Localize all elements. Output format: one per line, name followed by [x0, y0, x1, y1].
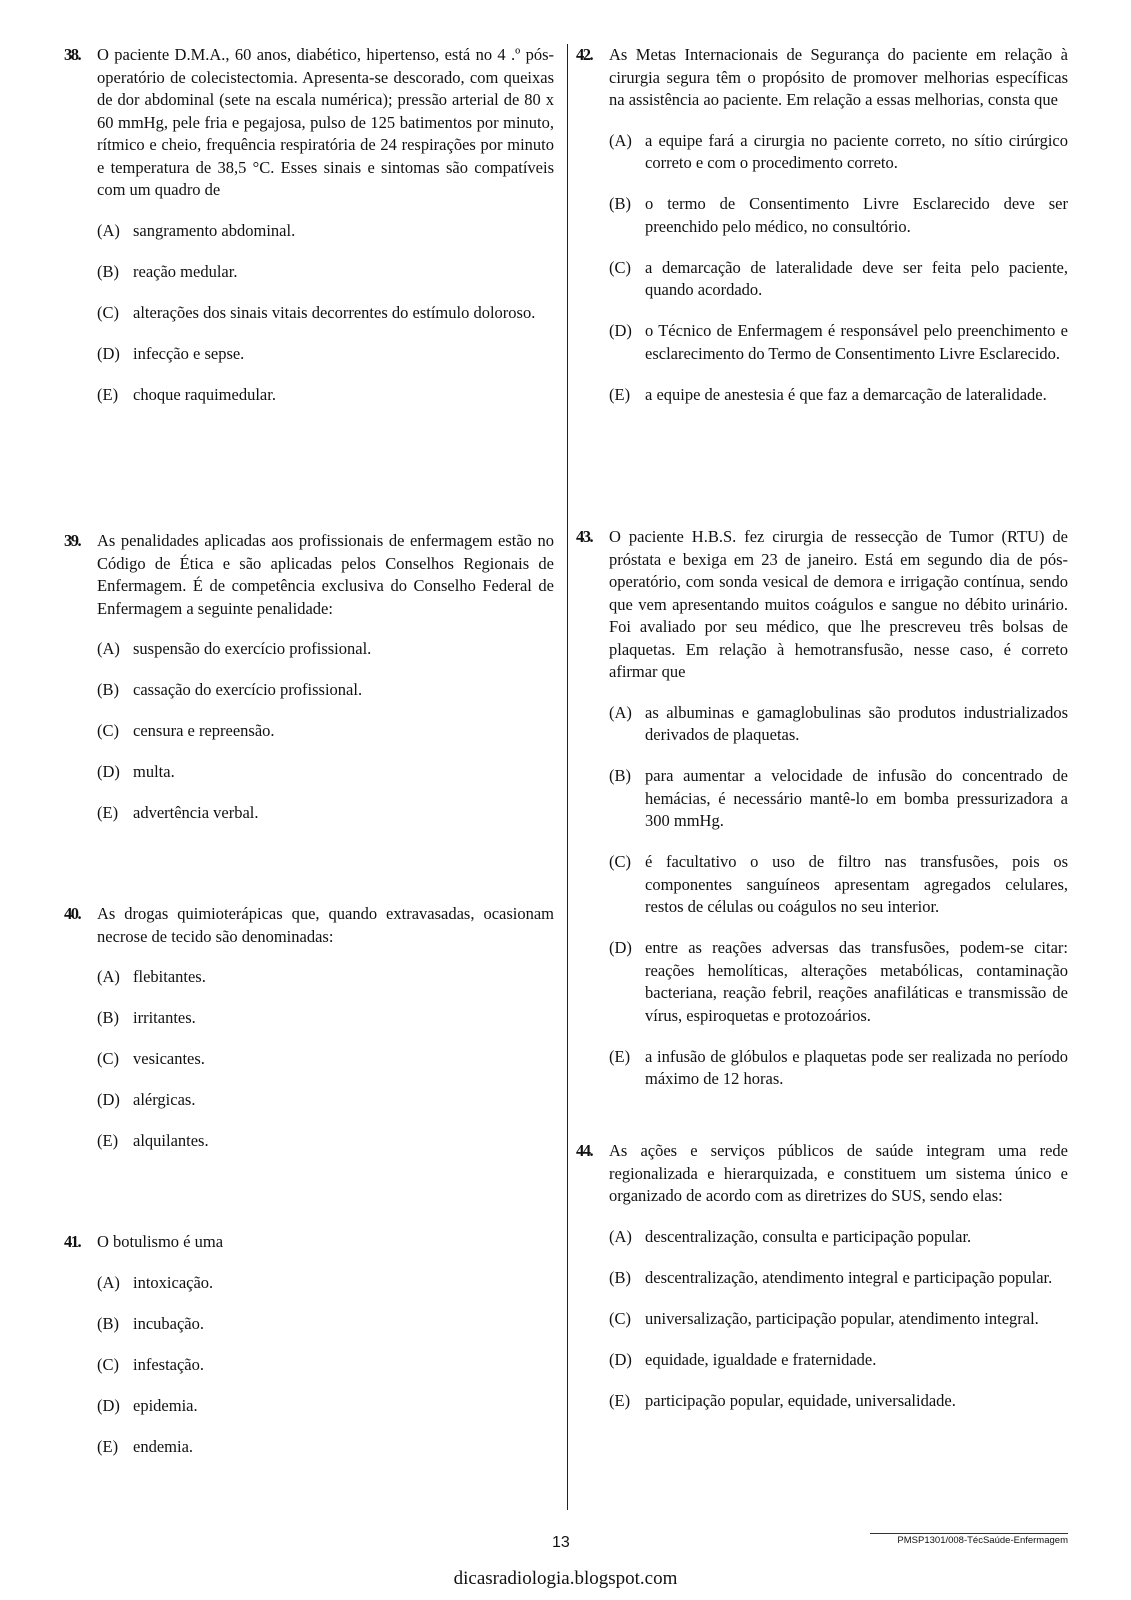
option-letter: (D): [97, 343, 120, 363]
option-text: endemia.: [133, 1436, 194, 1456]
option-e[interactable]: [609, 1390, 1068, 1413]
option-e[interactable]: [97, 384, 554, 407]
question-number: 38.: [64, 45, 81, 64]
option-letter: (B): [609, 766, 631, 785]
question-42: [576, 44, 1068, 425]
option-b[interactable]: [609, 765, 1068, 833]
option-d[interactable]: [609, 320, 1068, 365]
option-letter: (C): [97, 1354, 119, 1374]
option-letter: (A): [609, 130, 632, 150]
option-a[interactable]: [97, 220, 554, 243]
option-text: alérgicas.: [133, 1090, 196, 1109]
option-letter: (C): [609, 257, 631, 277]
exam-code: PMSP1301/008-TécSaúde-Enfermagem: [870, 1533, 1068, 1546]
option-b[interactable]: [97, 1007, 554, 1030]
question-44: [576, 1140, 1068, 1431]
option-letter: (C): [97, 302, 119, 322]
question-stem: As penalidades aplicadas aos profissionais de enfermagem estão no Código de Ética e são aplicadas pelos Conselhos Regionais de Enfermagem. É de competência exclusiva do Conselho Federal de Enfermagem a seguinte penalidade:: [97, 531, 554, 618]
option-text: intoxicação.: [133, 1272, 214, 1292]
option-letter: (E): [97, 1131, 119, 1150]
question-stem: O paciente D.M.A., 60 anos, diabético, hipertenso, está no 4 .º pós-operatório de colecistectomia. Apresenta-se descorado, com queixas de dor abdominal (sete na escala numérica); pressão arterial de 80 x 60 mmHg, pele fria e pegajosa, pulso de 125 batimentos por minuto, rítmico e cheio, frequência respiratória de 24 respirações por minuto e temperatura de 38,5 °C. Esses sinais e sintomas são compatíveis com um quadro de: [97, 45, 554, 199]
option-letter: (C): [609, 852, 631, 871]
option-text: equidade, igualdade e fraternidade.: [645, 1349, 877, 1369]
option-letter: (A): [97, 639, 120, 658]
website-watermark: dicasradiologia.blogspot.com: [453, 1568, 678, 1589]
option-c[interactable]: [97, 302, 554, 325]
options-list: [97, 220, 554, 407]
option-letter: (E): [97, 1436, 119, 1456]
option-letter: (E): [609, 1390, 631, 1410]
question-stem: O paciente H.B.S. fez cirurgia de ressecção de Tumor (RTU) de próstata e bexiga em 23 de janeiro. Está em segundo dia de pós-operatório, com sonda vesical de demora e irrigação contínua, sendo que vem apresentando muitos coágulos e sangue no débito urinário. Foi avaliado por seu médico, que lhe prescreveu três bolsas de plaquetas. Em relação à hemotransfusão, nesse caso, é correto afirmar que: [609, 527, 1068, 681]
option-letter: (A): [97, 220, 120, 240]
option-text: cassação do exercício profissional.: [133, 680, 363, 699]
option-letter: (B): [609, 194, 631, 213]
option-letter: (D): [97, 762, 120, 781]
option-c[interactable]: [609, 257, 1068, 302]
question-number: 39.: [64, 531, 81, 550]
option-text: a equipe fará a cirurgia no paciente correto, no sítio cirúrgico correto e com o procedimento correto.: [645, 130, 1068, 172]
option-text: a infusão de glóbulos e plaquetas pode ser realizada no período máximo de 12 horas.: [645, 1046, 1068, 1088]
option-c[interactable]: [97, 1354, 554, 1377]
option-b[interactable]: [97, 261, 554, 284]
option-b[interactable]: [97, 1313, 554, 1336]
option-d[interactable]: [97, 761, 554, 784]
options-list: [97, 1272, 554, 1459]
options-list: [609, 1226, 1068, 1413]
option-c[interactable]: [97, 1048, 554, 1071]
option-letter: (B): [609, 1267, 631, 1287]
option-text: alterações dos sinais vitais decorrentes do estímulo doloroso.: [133, 302, 536, 322]
option-letter: (B): [97, 680, 119, 699]
option-text: advertência verbal.: [133, 803, 259, 822]
option-letter: (A): [97, 967, 120, 986]
options-list: [609, 702, 1068, 1091]
option-d[interactable]: [97, 1395, 554, 1418]
question-number: 44.: [576, 1141, 593, 1160]
option-letter: (D): [609, 938, 632, 957]
option-d[interactable]: [97, 1089, 554, 1112]
question-38: [64, 44, 554, 425]
question-number: 41.: [64, 1232, 81, 1251]
option-text: é facultativo o uso de filtro nas transfusões, pois os componentes sanguíneos apresentam agregados celulares, restos de células ou coágulos no seu interior.: [645, 852, 1068, 916]
option-letter: (C): [97, 1049, 119, 1068]
question-number: 40.: [64, 904, 81, 923]
option-letter: (A): [609, 702, 632, 722]
option-letter: (B): [97, 1008, 119, 1027]
option-text: a equipe de anestesia é que faz a demarcação de lateralidade.: [645, 384, 1047, 404]
option-letter: (C): [609, 1308, 631, 1328]
options-list: [97, 966, 554, 1153]
option-text: descentralização, consulta e participação popular.: [645, 1226, 972, 1246]
option-e[interactable]: [97, 1130, 554, 1153]
option-letter: (E): [609, 384, 631, 404]
option-letter: (B): [97, 1313, 119, 1333]
option-text: choque raquimedular.: [133, 384, 276, 404]
question-39: [64, 530, 554, 843]
option-text: reação medular.: [133, 261, 238, 281]
option-b[interactable]: [609, 1267, 1068, 1290]
option-letter: (E): [609, 1046, 631, 1066]
option-text: alquilantes.: [133, 1131, 209, 1150]
option-text: infecção e sepse.: [133, 343, 245, 363]
option-letter: (A): [609, 1226, 632, 1246]
option-e[interactable]: [97, 802, 554, 825]
question-43: [576, 526, 1068, 1109]
option-text: suspensão do exercício profissional.: [133, 639, 372, 658]
option-b[interactable]: [609, 193, 1068, 238]
option-text: as albuminas e gamaglobulinas são produtos industrializados derivados de plaquetas.: [645, 702, 1068, 744]
option-d[interactable]: [609, 937, 1068, 1027]
option-a[interactable]: [97, 1272, 554, 1295]
option-text: participação popular, equidade, universalidade.: [645, 1390, 956, 1410]
question-stem: As Metas Internacionais de Segurança do paciente em relação à cirurgia segura têm o propósito de promover melhorias específicas na assistência ao paciente. Em relação a essas melhorias, consta que: [609, 45, 1068, 109]
question-stem: O botulismo é uma: [97, 1232, 224, 1251]
option-a[interactable]: [97, 966, 554, 989]
question-stem: As drogas quimioterápicas que, quando extravasadas, ocasionam necrose de tecido são denominadas:: [97, 904, 554, 946]
option-c[interactable]: [609, 851, 1068, 919]
option-b[interactable]: [97, 679, 554, 702]
option-text: universalização, participação popular, atendimento integral.: [645, 1308, 1039, 1328]
option-text: infestação.: [133, 1354, 205, 1374]
option-letter: (B): [97, 261, 119, 281]
option-text: irritantes.: [133, 1008, 196, 1027]
option-a[interactable]: [609, 130, 1068, 175]
options-list: [609, 130, 1068, 407]
option-c[interactable]: [97, 720, 554, 743]
options-list: [97, 638, 554, 825]
option-text: o termo de Consentimento Livre Esclarecido deve ser preenchido pelo médico, no consultório.: [645, 194, 1068, 236]
option-text: censura e repreensão.: [133, 721, 275, 740]
option-letter: (D): [97, 1090, 120, 1109]
option-letter: (E): [97, 803, 119, 822]
option-text: epidemia.: [133, 1395, 198, 1415]
option-text: descentralização, atendimento integral e participação popular.: [645, 1267, 1053, 1287]
option-letter: (D): [97, 1395, 120, 1415]
option-a[interactable]: [97, 638, 554, 661]
option-e[interactable]: [97, 1436, 554, 1459]
option-text: vesicantes.: [133, 1049, 205, 1068]
question-number: 43.: [576, 527, 593, 546]
option-a[interactable]: [609, 702, 1068, 747]
option-text: flebitantes.: [133, 967, 206, 986]
option-text: multa.: [133, 762, 175, 781]
page-number: 13: [552, 1534, 570, 1551]
option-letter: (C): [97, 721, 119, 740]
option-letter: (D): [609, 321, 632, 340]
option-text: entre as reações adversas das transfusões, podem-se citar: reações hemolíticas, alterações metabólicas, contaminação bacteriana, reação febril, reações anafiláticas e transmissão de vírus, espiroquetas e protozoários.: [645, 938, 1068, 1025]
option-letter: (E): [97, 384, 119, 404]
question-40: [64, 903, 554, 1171]
question-stem: As ações e serviços públicos de saúde integram uma rede regionalizada e hierarquizada, e constituem um sistema único e organizado de acordo com as diretrizes do SUS, sendo elas:: [609, 1141, 1068, 1205]
question-41: [64, 1231, 554, 1477]
option-d[interactable]: [609, 1349, 1068, 1372]
option-letter: (A): [97, 1272, 120, 1292]
option-e[interactable]: [609, 1046, 1068, 1091]
option-a[interactable]: [609, 1226, 1068, 1249]
option-e[interactable]: [609, 384, 1068, 407]
question-number: 42.: [576, 45, 593, 64]
option-text: para aumentar a velocidade de infusão do concentrado de hemácias, é necessário mantê-lo em bomba pressurizadora a 300 mmHg.: [645, 766, 1068, 830]
option-text: a demarcação de lateralidade deve ser feita pelo paciente, quando acordado.: [645, 257, 1068, 299]
option-d[interactable]: [97, 343, 554, 366]
option-c[interactable]: [609, 1308, 1068, 1331]
option-text: sangramento abdominal.: [133, 220, 296, 240]
column-divider: [567, 44, 568, 1510]
option-letter: (D): [609, 1349, 632, 1369]
option-text: o Técnico de Enfermagem é responsável pelo preenchimento e esclarecimento do Termo de Consentimento Livre Esclarecido.: [645, 321, 1068, 363]
option-text: incubação.: [133, 1313, 205, 1333]
